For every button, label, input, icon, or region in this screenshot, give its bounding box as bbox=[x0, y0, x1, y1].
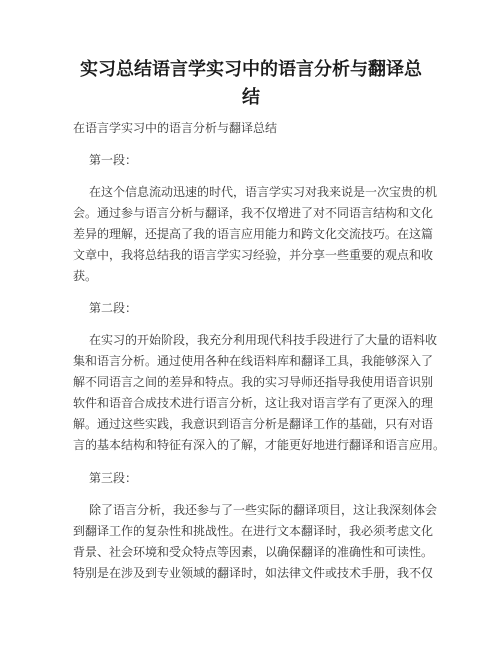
section-2-line: 言的基本结构和特征有深入的了解，才能更好地进行翻译和语言应用。 bbox=[73, 438, 446, 452]
section-2-line: 解不同语言之间的差异和特点。我的实习导师还指导我使用语音识别 bbox=[73, 375, 434, 389]
section-2-line: 解。通过这些实践，我意识到语言分析是翻译工作的基础，只有对语 bbox=[73, 417, 434, 431]
section-2-line: 在实习的开始阶段，我充分利用现代科技手段进行了大量的语料收 bbox=[89, 333, 438, 347]
section-1-line: 会。通过参与语言分析与翻译，我不仅增进了对不同语言结构和文化 bbox=[73, 206, 434, 220]
section-1-line: 差异的理解，还提高了我的语言应用能力和跨文化交流技巧。在这篇 bbox=[73, 227, 434, 241]
section-1-line: 在这个信息流动迅速的时代，语言学实习对我来说是一次宝贵的机 bbox=[89, 185, 438, 199]
section-2-line: 软件和语音合成技术进行语言分析，这让我对语言学有了更深入的理 bbox=[73, 396, 434, 410]
section-1-line: 获。 bbox=[73, 269, 98, 283]
section-3-line: 除了语言分析，我还参与了一些实际的翻译项目，这让我深刻体会 bbox=[89, 503, 438, 517]
title-line-1: 实习总结语言学实习中的语言分析与翻译总 bbox=[80, 59, 422, 80]
document-subtitle: 在语言学实习中的语言分析与翻译总结 bbox=[73, 121, 278, 135]
section-3-heading: 第三段： bbox=[89, 471, 138, 485]
section-3-line: 特别是在涉及到专业领域的翻译时，如法律文件或技术手册，我不仅 bbox=[73, 566, 434, 580]
section-1-line: 文章中，我将总结我的语言学实习经验，并分享一些重要的观点和收 bbox=[73, 248, 434, 262]
section-2-heading: 第二段： bbox=[89, 301, 138, 315]
section-3-line: 到翻译工作的复杂性和挑战性。在进行文本翻译时，我必须考虑文化 bbox=[73, 524, 434, 538]
section-1-heading: 第一段： bbox=[89, 153, 138, 167]
title-line-2: 结 bbox=[242, 87, 260, 108]
document-body bbox=[73, 0, 446, 649]
section-2-line: 集和语言分析。通过使用各种在线语料库和翻译工具，我能够深入了 bbox=[73, 354, 434, 368]
section-3-line: 背景、社会环境和受众特点等因素，以确保翻译的准确性和可读性。 bbox=[73, 545, 434, 559]
